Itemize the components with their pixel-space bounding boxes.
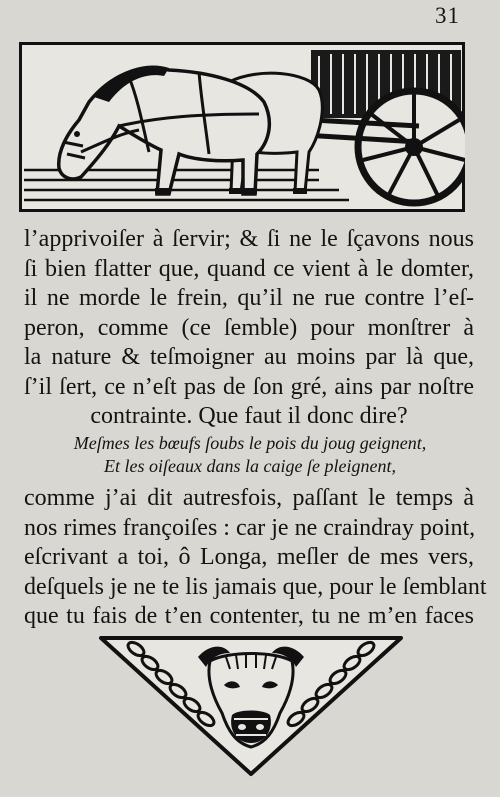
paragraph-2-line: comme j’ai dit autresfois, paſſant le temps à bbox=[24, 485, 474, 511]
paragraph-2-line: eſcrivant a toi, ô Longa, meſler de mes vers, bbox=[24, 544, 474, 570]
paragraph-1-line: contrainte. Que faut il donc dire? bbox=[90, 403, 408, 429]
paragraph-1-line: ſi bien flatter que, quand ce vient à le domter, bbox=[24, 255, 474, 282]
woodcut-bull-head-chains-illustration bbox=[98, 635, 404, 777]
verse-line: Et les oiſeaux dans la caige ſe pleignent, bbox=[104, 456, 396, 476]
paragraph-1-line: ſ’il ſert, ce n’eſt pas de ſon gré, ains par noſtre bbox=[24, 373, 474, 400]
woodcut-horses-cart-illustration bbox=[19, 42, 465, 212]
page-number: 31 bbox=[435, 3, 460, 28]
verse-line: Meſmes les bœufs ſoubs le pois du joug geignent, bbox=[73, 433, 427, 453]
verse-quotation bbox=[24, 432, 476, 478]
paragraph-1-line: il ne morde le frein, qu’il ne rue contre l’eſ- bbox=[24, 285, 474, 311]
paragraph-2-line: que tu fais de t’en contenter, tu ne m’en faces bbox=[24, 603, 474, 629]
paragraph-2-line: deſquels je ne te lis jamais que, pour le ſemblant bbox=[24, 573, 487, 600]
paragraph-2 bbox=[24, 484, 487, 632]
paragraph-2-line: nos rimes françoiſes : car je ne craindray point, bbox=[24, 514, 476, 541]
paragraph-1 bbox=[24, 225, 474, 432]
paragraph-1-line: peron, comme (ce ſemble) pour monſtrer à bbox=[24, 314, 474, 341]
paragraph-1-line: l’apprivoiſer à ſervir; & ſi ne le ſçavons nous bbox=[24, 226, 474, 252]
paragraph-1-line: la nature & teſmoigner au moins par là que, bbox=[24, 344, 474, 370]
